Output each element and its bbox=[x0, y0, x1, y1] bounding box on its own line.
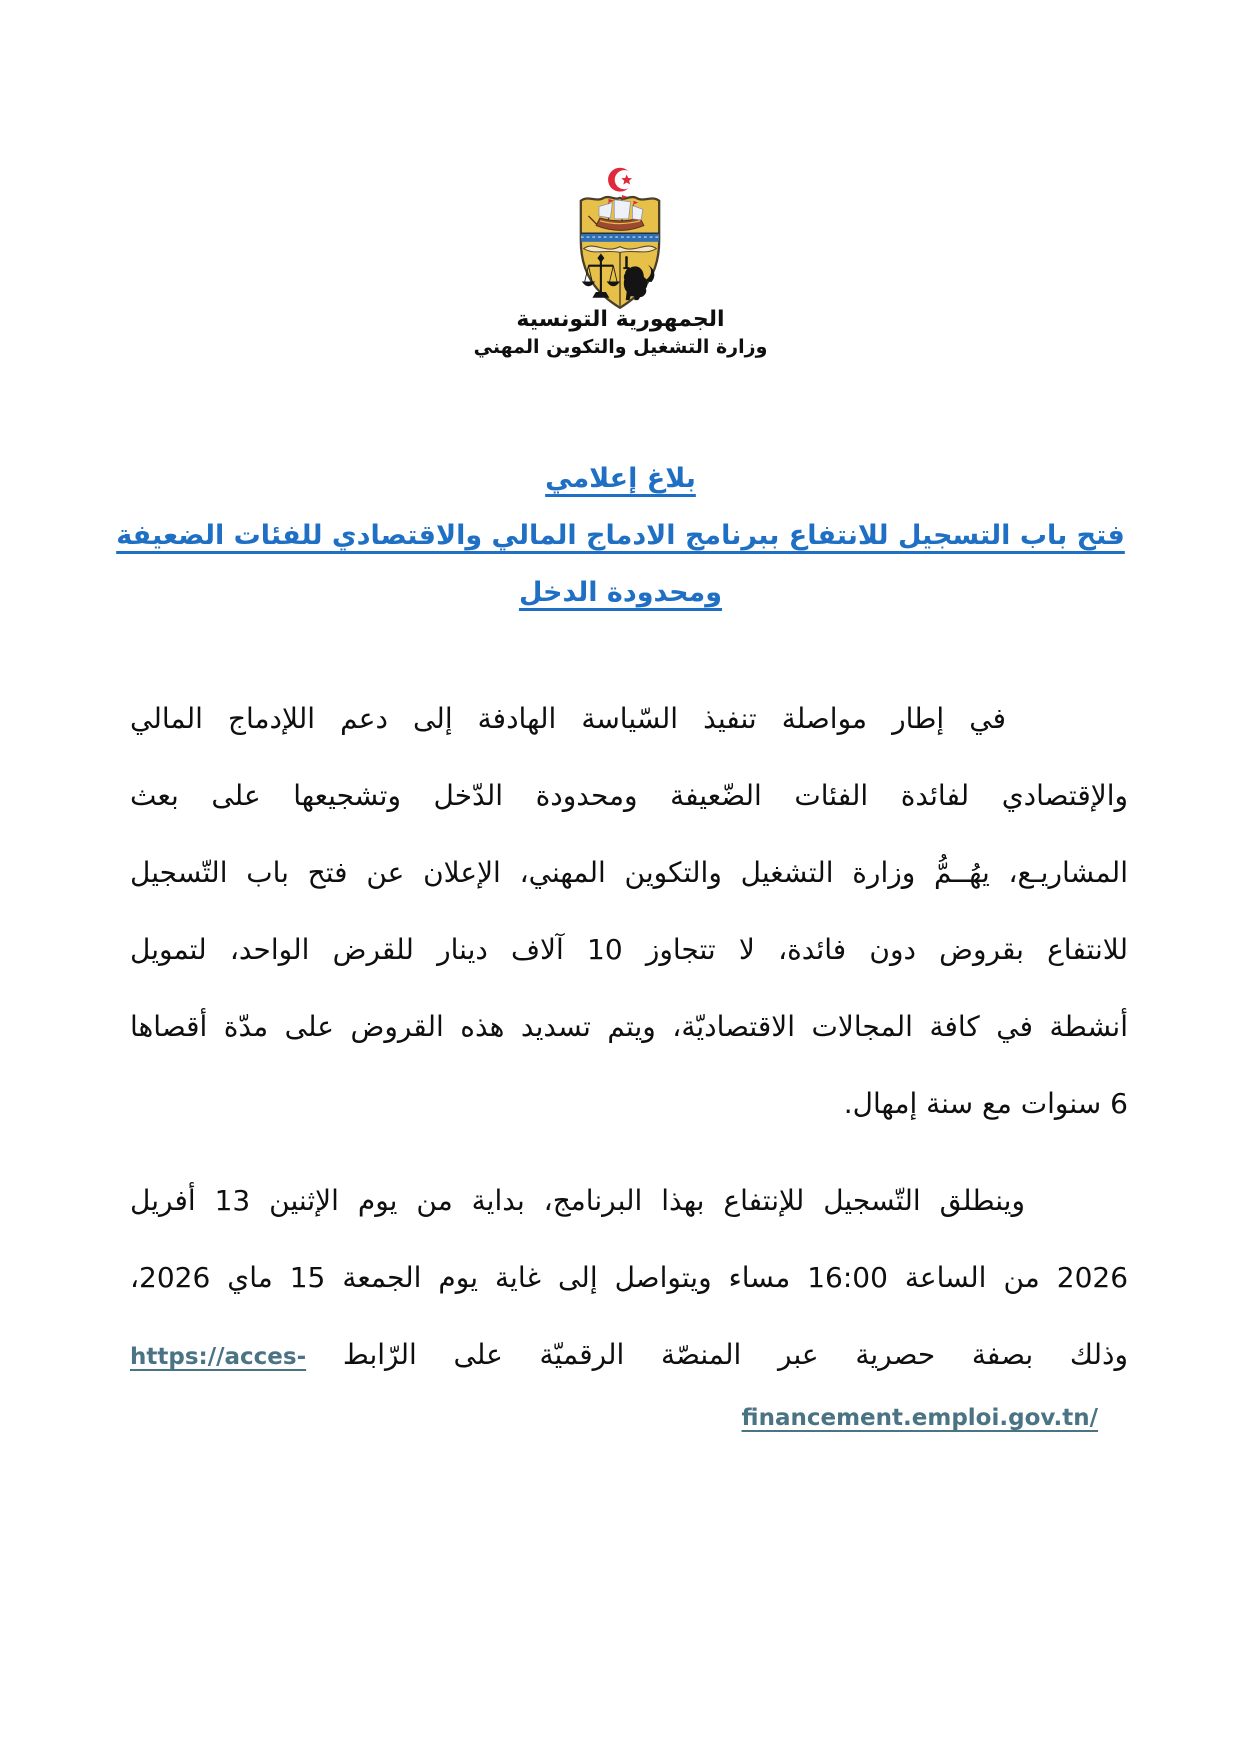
paragraph-1-line-4: للانتفاع بقروض دون فائدة، لا تتجاوز 10 آلاف دينار للقرض الواحد، لتمويل bbox=[130, 933, 1128, 966]
registration-link-part2[interactable]: financement.emploi.gov.tn/ bbox=[741, 1405, 1098, 1431]
paragraph-1-line-6: 6 سنوات مع سنة إمهال. bbox=[843, 1087, 1128, 1120]
paragraph-2-line-2: 2026 من الساعة 16:00 مساء ويتواصل إلى غاية يوم الجمعة 15 ماي 2026، bbox=[130, 1261, 1129, 1294]
paragraph-1 bbox=[130, 680, 1128, 1142]
communique-subtitle-line1: فتح باب التسجيل للانتفاع ببرنامج الادماج المالي والاقتصادي للفئات الضعيفة bbox=[116, 520, 1125, 551]
paragraph-1-line-1: في إطار مواصلة تنفيذ السّياسة الهادفة إلى دعم اللإدماج المالي bbox=[130, 702, 1006, 735]
paragraph-2-line-1: وينطلق التّسجيل للإنتفاع بهذا البرنامج، بداية من يوم الإثنين 13 أفريل bbox=[130, 1184, 1025, 1217]
title-block bbox=[0, 450, 1241, 621]
registration-link-part1[interactable]: https://acces- bbox=[130, 1344, 307, 1370]
paragraph-2-line-3 bbox=[130, 1316, 1128, 1396]
paragraph-1-line-3: المشاريـع، يهُــمُّ وزارة التشغيل والتكوين المهني، الإعلان عن فتح باب التّسجيل bbox=[130, 856, 1128, 889]
paragraph-1-line-5: أنشطة في كافة المجالات الاقتصاديّة، ويتم تسديد هذه القروض على مدّة أقصاها bbox=[130, 1010, 1128, 1043]
communique-subtitle-line2: ومحدودة الدخل bbox=[518, 577, 723, 608]
paragraph-2-line-3-text: وذلك بصفة حصرية عبر المنصّة الرقميّة على الرّابط bbox=[342, 1338, 1128, 1371]
republic-title: الجمهورية التونسية bbox=[516, 307, 725, 332]
paragraph-2-line-4 bbox=[130, 1396, 1128, 1440]
paragraph-1-line-2: والإقتصادي لفائدة الفئات الضّعيفة ومحدودة الدّخل وتشجيعها على بعث bbox=[130, 779, 1128, 812]
communique-title: بلاغ إعلامي bbox=[545, 463, 696, 494]
tunisia-coat-of-arms-icon bbox=[577, 164, 663, 312]
paragraph-2 bbox=[130, 1162, 1128, 1440]
ministry-title: وزارة التشغيل والتكوين المهني bbox=[473, 336, 768, 358]
